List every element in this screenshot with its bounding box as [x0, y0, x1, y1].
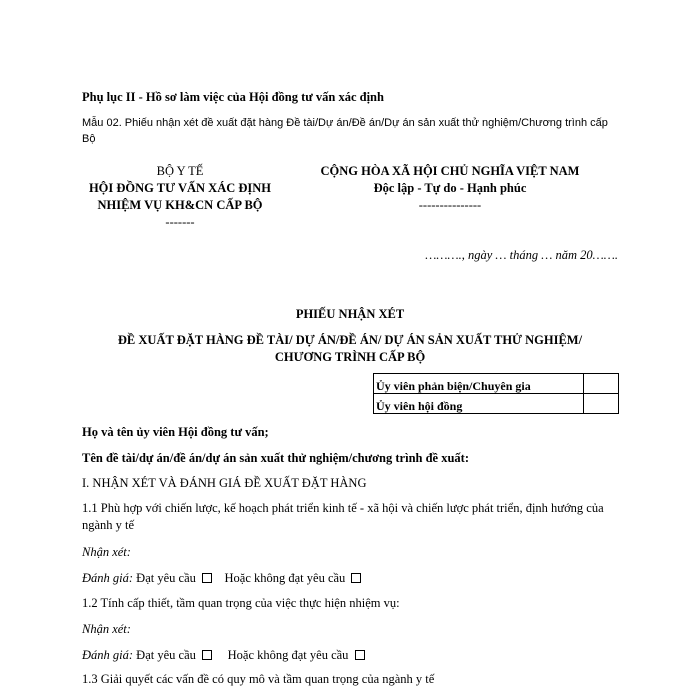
- ministry-name: BỘ Y TẾ: [156, 164, 204, 178]
- appendix-title: Phụ lục II - Hồ sơ làm việc của Hội đồng tư vấn xác định: [82, 90, 384, 104]
- option-fail-label: Hoặc không đạt yêu cầu: [227, 648, 349, 662]
- criterion-1-1-comment: Nhận xét:: [82, 545, 131, 559]
- evaluation-label: Đánh giá:: [82, 571, 134, 585]
- role-label-reviewer: Ủy viên phản biện/Chuyên gia: [374, 374, 584, 394]
- role-row-reviewer: [374, 374, 619, 394]
- option-pass-label: Đạt yêu cầu: [136, 648, 196, 662]
- criterion-1-3: 1.3 Giải quyết các vấn đề có quy mô và tầm quan trọng của ngành y tế: [82, 672, 435, 686]
- date-line: ………., ngày … tháng … năm 20…….: [425, 248, 618, 262]
- council-scope: NHIỆM VỤ KH&CN CẤP BỘ: [97, 198, 263, 212]
- criterion-1-2-evaluation: [82, 648, 365, 663]
- role-table: [373, 373, 619, 414]
- template-description: Mẫu 02. Phiếu nhận xét đề xuất đặt hàng Đề tài/Dự án/Đề án/Dự án sản xuất thử nghiệm/Chương trình cấp Bộ: [82, 117, 608, 145]
- header-left: [80, 163, 280, 231]
- doc-subtitle-line2: CHƯƠNG TRÌNH CẤP BỘ: [274, 350, 426, 364]
- criterion-1-2-comment: Nhận xét:: [82, 622, 131, 636]
- role-row-member: [374, 394, 619, 414]
- option-fail-label: Hoặc không đạt yêu cầu: [224, 571, 346, 585]
- criterion-1-1: 1.1 Phù hợp với chiến lược, kế hoạch phát triển kinh tế - xã hội và chiến lược phát triển, định hướng của ngành y tế: [82, 501, 604, 532]
- role-check-member[interactable]: [584, 394, 619, 414]
- pass-checkbox[interactable]: [202, 650, 212, 660]
- header-left-divider: -------: [165, 215, 195, 229]
- evaluation-label: Đánh giá:: [82, 648, 134, 662]
- role-check-reviewer[interactable]: [584, 374, 619, 394]
- motto: Độc lập - Tự do - Hạnh phúc: [373, 181, 527, 195]
- pass-checkbox[interactable]: [202, 573, 212, 583]
- role-label-member: Ủy viên hội đồng: [374, 394, 584, 414]
- doc-subtitle-line1: ĐỀ XUẤT ĐẶT HÀNG ĐỀ TÀI/ DỰ ÁN/ĐỀ ÁN/ DỰ ÁN SẢN XUẤT THỬ NGHIỆM/: [117, 333, 583, 347]
- council-name: HỘI ĐỒNG TƯ VẤN XÁC ĐỊNH: [88, 181, 272, 195]
- country-name: CỘNG HÒA XÃ HỘI CHỦ NGHĨA VIỆT NAM: [320, 164, 580, 178]
- member-name-label: Họ và tên ủy viên Hội đồng tư vấn;: [82, 425, 269, 439]
- header-right-divider: ---------------: [418, 198, 482, 212]
- proposal-name-label: Tên đề tài/dự án/đề án/dự án sản xuất thử nghiệm/chương trình đề xuất:: [82, 451, 469, 465]
- option-pass-label: Đạt yêu cầu: [136, 571, 196, 585]
- criterion-1-1-evaluation: [82, 571, 361, 586]
- section1-heading: I. NHẬN XÉT VÀ ĐÁNH GIÁ ĐỀ XUẤT ĐẶT HÀNG: [82, 476, 367, 490]
- fail-checkbox[interactable]: [355, 650, 365, 660]
- header-right: [300, 163, 600, 214]
- doc-title: PHIẾU NHẬN XÉT: [295, 307, 405, 321]
- fail-checkbox[interactable]: [351, 573, 361, 583]
- criterion-1-2: 1.2 Tính cấp thiết, tầm quan trọng của việc thực hiện nhiệm vụ:: [82, 596, 400, 610]
